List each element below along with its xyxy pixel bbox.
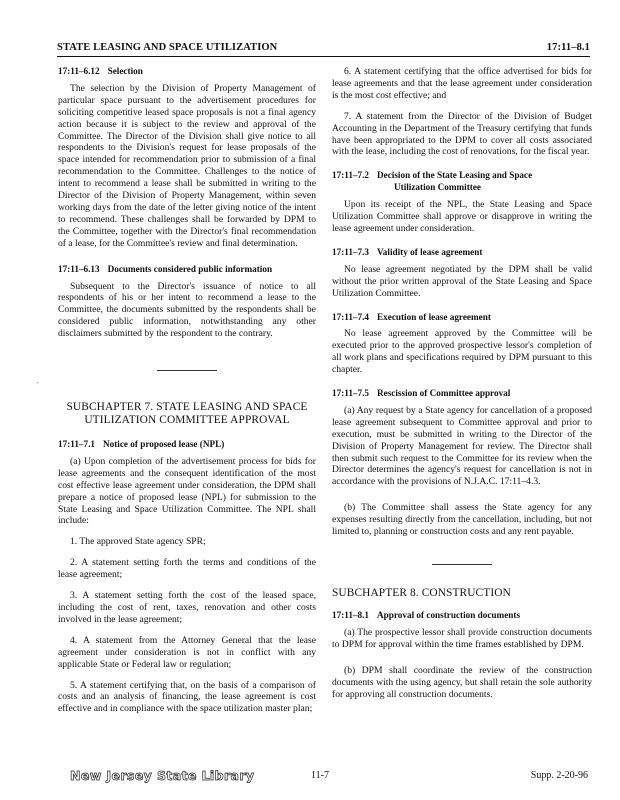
list-item: 6. A statement certifying that the office advertised for bids for lease agreements and that the lease agreement under consideration is the most cost effective; and <box>332 66 592 101</box>
section-heading-7-3: 17:11–7.3 Validity of lease agreement <box>332 246 483 257</box>
paragraph: No lease agreement approved by the Committee will be executed prior to the approved prospective lessor's completion of all work plans and specifications required by DPM pursuant to this chapter. <box>332 328 592 376</box>
list-item: 2. A statement setting forth the terms and conditions of the lease agreement; <box>58 557 316 581</box>
header-title: STATE LEASING AND SPACE UTILIZATION <box>57 42 278 53</box>
page-number: 11-7 <box>311 770 329 781</box>
section-heading-8-1: 17:11–8.1 Approval of construction documents <box>332 610 521 620</box>
page-footer <box>58 768 590 788</box>
section-heading-7-2: 17:11–7.2 Decision of the State Leasing and Space Utilization Committee <box>332 170 533 193</box>
supplement-date: Supp. 2-20-96 <box>530 770 588 781</box>
header-section-number: 17:11–8.1 <box>546 42 590 53</box>
paragraph: (b) The Committee shall assess the State agency for any expenses resulting directly from the cancellation, including, but not limited to, planning or construction costs and any rent payable. <box>332 502 592 538</box>
section-heading-6-12: 17:11–6.12 Selection <box>58 66 143 76</box>
section-heading-6-13: 17:11–6.13 Documents considered public information <box>58 263 273 274</box>
running-header <box>57 40 590 57</box>
list-item: 1. The approved State agency SPR; <box>70 536 206 548</box>
paragraph: The selection by the Division of Property Management of particular space pursuant to the advertisement procedures for soliciting competitive leased space proposals is not a final agency action because it is subject to the review and approval of the Committee. The Director of the Division shall give notice to all respondents to the Division's request for lease proposals of the space intended for recommendation prior to submission of a final recommendation to the Committee. Challenges to the notice of intent to recommend a lease shall be submitted in writing to the Director of the Division of Property Management, within seven working days from the date of the letter giving notice of the intent to recommend. These challenges shall be forwarded by DPM to the Committee, together with the Director's final recommendation of a lease, for the Committee's review and final determination. <box>58 82 316 249</box>
paragraph: (b) DPM shall coordinate the review of the construction documents with the using agency, but shall retain the sole authority for approving all construction documents. <box>332 664 592 700</box>
paragraph: (a) Upon completion of the advertisement process for bids for lease agreements and the consequent identification of the most cost effective lease agreement under consideration, the DPM shall prepare a notice of proposed lease (NPL) for submission to the State Leasing and Space Utilization Committee. The NPL shall include: <box>58 455 316 527</box>
paragraph: Upon its receipt of the NPL, the State Leasing and Space Utilization Committee shall approve or disapprove in writing the lease agreement under consideration. <box>332 199 592 234</box>
section-heading-7-5: 17:11–7.5 Rescission of Committee approval <box>332 388 511 399</box>
library-stamp: New Jersey State Library <box>70 768 255 783</box>
paragraph: (a) Any request by a State agency for cancellation of a proposed lease agreement subsequent to Committee approval and prior to execution, must be submitted in writing to the Director of the Division of Property Management for review. The Director shall then submit such request to the Committee for its review when the Director determines the agency's request for cancellation is not in accordance with the provisions of N.J.A.C. 17:11–4.3. <box>332 404 592 488</box>
subchapter-8-heading: SUBCHAPTER 8. CONSTRUCTION <box>332 587 511 599</box>
section-divider <box>432 564 492 565</box>
section-divider <box>157 370 217 371</box>
margin-mark: - <box>36 378 39 387</box>
right-column <box>332 66 592 709</box>
paragraph: No lease agreement negotiated by the DPM shall be valid without the prior written approval of the State Leasing and Space Utilization Committee. <box>332 263 592 299</box>
paragraph: Subsequent to the Director's issuance of notice to all respondents of his or her intent to recommend a lease to the Committee, the documents submitted by the respondents shall be considered public information, notwithstanding any other disclaimers submitted by the respondent to the contrary. <box>58 280 316 340</box>
left-column <box>58 66 316 724</box>
list-item: 3. A statement setting forth the cost of the leased space, including the cost of rent, taxes, renovation and other costs involved in the lease agreement; <box>58 590 316 625</box>
list-item: 4. A statement from the Attorney General that the lease agreement under consideration is not in conflict with any applicable State or Federal law or regulation; <box>58 634 316 670</box>
section-heading-7-4: 17:11–7.4 Execution of lease agreement <box>332 311 491 322</box>
list-item: 5. A statement certifying that, on the basis of a comparison of costs and an analysis of financing, the lease agreement is cost effective and in compliance with the space utilization master plan; <box>58 679 316 715</box>
subchapter-7-heading: SUBCHAPTER 7. STATE LEASING AND SPACE UTILIZATION COMMITTEE APPROVAL <box>66 401 308 427</box>
paragraph: (a) The prospective lessor shall provide construction documents to DPM for approval within the time frames established by DPM. <box>332 626 592 650</box>
section-heading-7-1: 17:11–7.1 Notice of proposed lease (NPL) <box>58 439 225 450</box>
list-item: 7. A statement from the Director of the Division of Budget Accounting in the Department of the Treasury certifying that funds have been appropriated to the DPM to cover all costs associated with the lease, including the cost of renovations, for the fiscal year. <box>332 110 592 158</box>
